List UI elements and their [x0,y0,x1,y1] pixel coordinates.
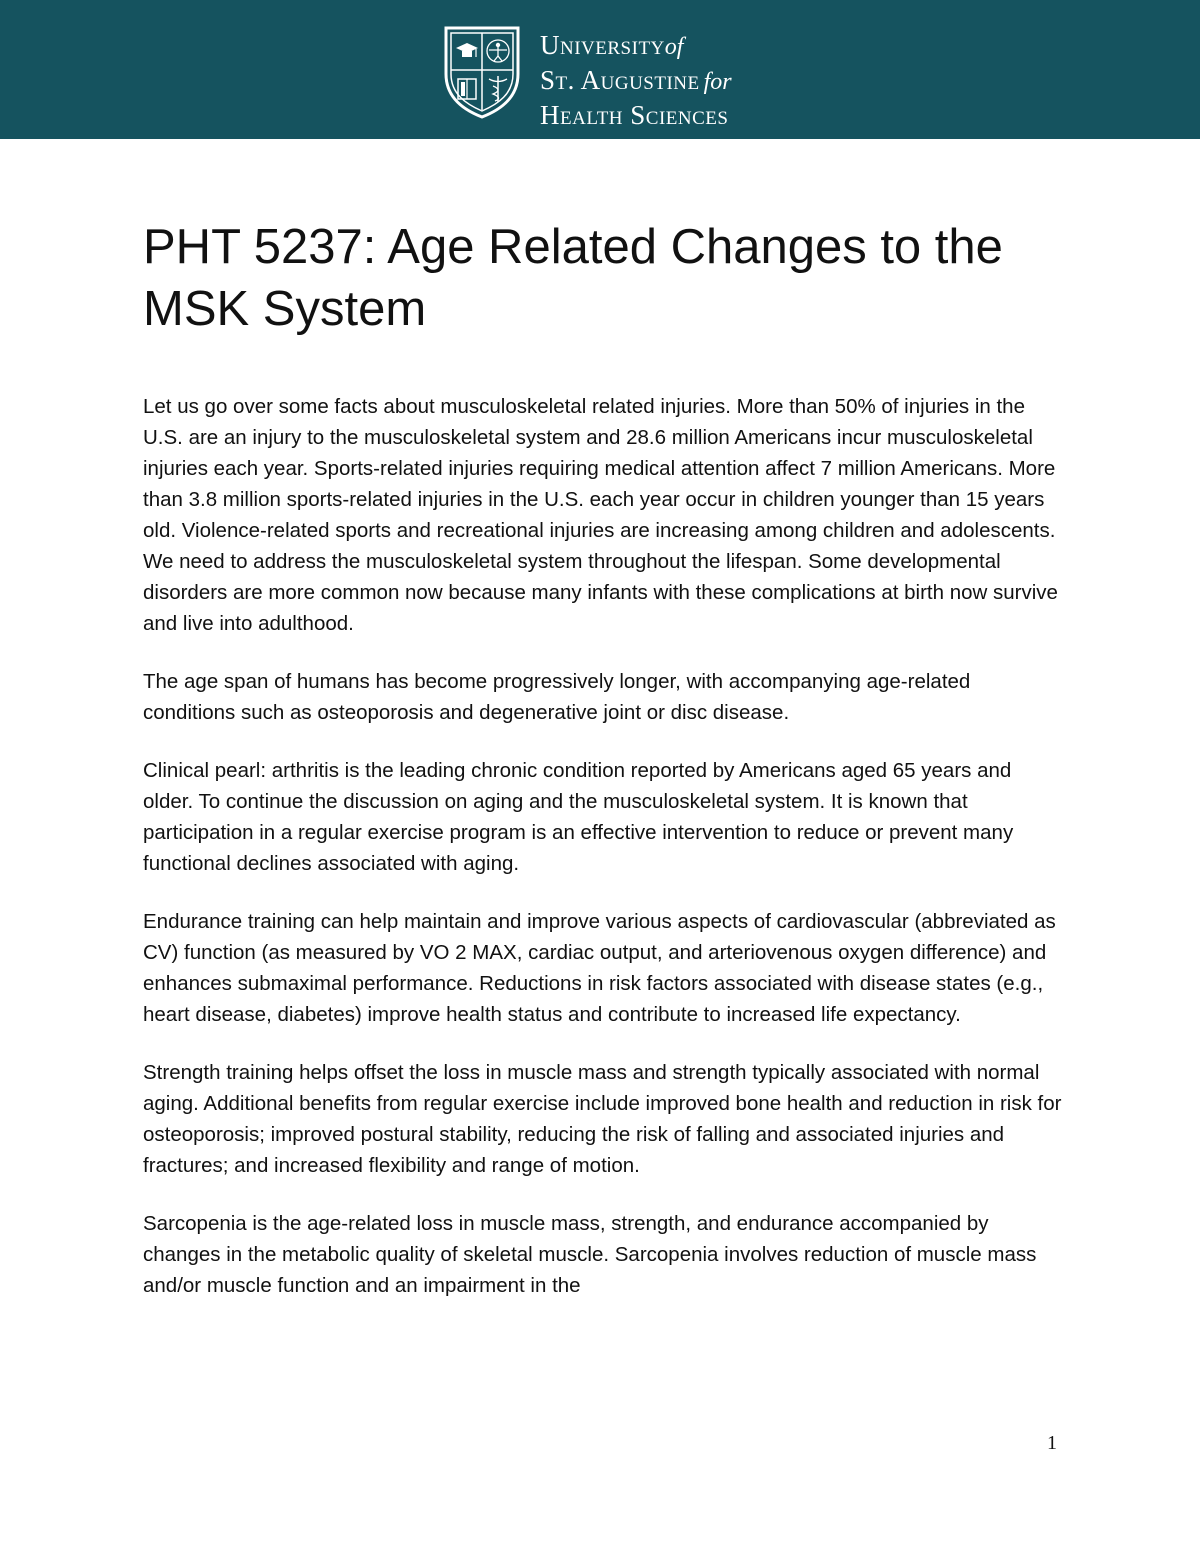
logo-for: for [703,69,732,95]
logo-university: University [540,30,665,60]
logo-line-1 [540,30,732,65]
paragraph-endurance-training: Endurance training can help maintain and improve various aspects of cardiovascular (abbreviated as CV) function (as measured by VO 2 MAX, cardiac output, and arteriovenous oxygen difference) and enhances submaximal performance. Reductions in risk factors associated with disease states (e.g., heart disease, diabetes) improve health status and contribute to increased life expectancy. [143,910,1056,1026]
paragraph-injury-facts: Let us go over some facts about musculoskeletal related injuries. More than 50% of injuries in the U.S. are an injury to the musculoskeletal system and 28.6 million Americans incur musculoskeletal injuries each year. Sports-related injuries requiring medical attention affect 7 million Americans. More than 3.8 million sports-related injuries in the U.S. each year occur in children younger than 15 years old. Violence-related sports and recreational injuries are increasing among children and adolescents. We need to address the musculoskeletal system throughout the lifespan. Some developmental disorders are more common now because many infants with these complications at birth now survive and live into adulthood. [143,395,1058,635]
header-band [0,0,1200,139]
document-title: PHT 5237: Age Related Changes to the MSK System [143,220,1003,336]
paragraph-age-span: The age span of humans has become progressively longer, with accompanying age-related conditions such as osteoporosis and degenerative joint or disc disease. [143,670,971,724]
paragraph-strength-training: Strength training helps offset the loss in muscle mass and strength typically associated with normal aging. Additional benefits from regular exercise include improved bone health and reduction in risk for osteoporosis; improved postural stability, reducing the risk of falling and associated injuries and fractures; and increased flexibility and range of motion. [143,1061,1062,1177]
logo-st-augustine: St. Augustine [540,65,700,95]
university-logo-text [540,30,732,135]
document-body [143,391,1063,1328]
logo-line-3 [540,100,732,135]
page-number: 1 [1047,1432,1057,1454]
paragraph-clinical-pearl: Clinical pearl: arthritis is the leading chronic condition reported by Americans aged 65 years and older. To continue the discussion on aging and the musculoskeletal system. It is known that participation in a regular exercise program is an effective intervention to reduce or prevent many functional declines associated with aging. [143,759,1014,875]
university-crest-icon [442,24,522,120]
paragraph-sarcopenia: Sarcopenia is the age-related loss in muscle mass, strength, and endurance accompanied by changes in the metabolic quality of skeletal muscle. Sarcopenia involves reduction of muscle mass and/or muscle function and an impairment in the [143,1212,1037,1297]
logo-of: of [664,34,684,60]
logo-health-sciences: Health Sciences [540,100,729,130]
logo-line-2 [540,65,732,100]
